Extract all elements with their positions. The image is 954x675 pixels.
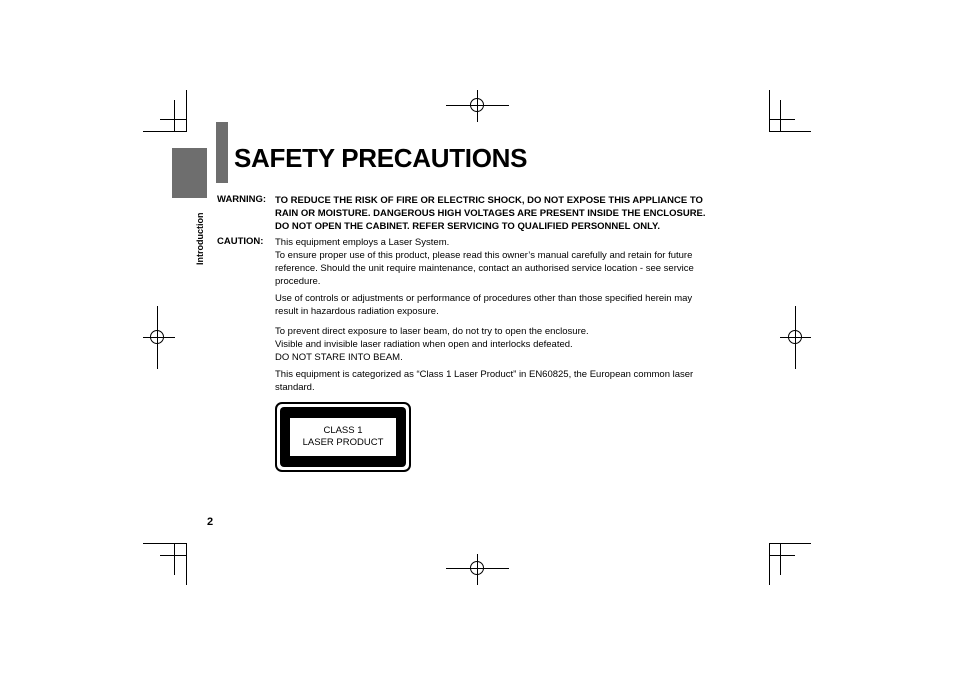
caution-line: result in hazardous radiation exposure. [275,306,439,317]
warning-line: RAIN OR MOISTURE. DANGEROUS HIGH VOLTAGES ARE PRESENT INSIDE THE ENCLOSURE. [275,208,706,219]
caution-line: To prevent direct exposure to laser beam, do not try to open the enclosure. [275,326,589,337]
warning-line: DO NOT OPEN THE CABINET. REFER SERVICING TO QUALIFIED PERSONNEL ONLY. [275,221,660,232]
caution-paragraph-2 [275,292,745,318]
caution-label: CAUTION: [217,236,264,247]
caution-paragraph-1 [275,236,745,288]
caution-line: This equipment is categorized as “Class 1 Laser Product” in EN60825, the European common laser [275,369,694,380]
caution-line: Visible and invisible laser radiation when open and interlocks defeated. [275,339,573,350]
section-tab-marker [172,148,207,198]
warning-text [275,194,745,233]
caution-line: standard. [275,382,315,393]
caution-line: reference. Should the unit require maintenance, contact an authorised service location - see service [275,263,694,274]
caution-line: Use of controls or adjustments or performance of procedures other than those specified herein may [275,293,693,304]
caution-paragraph-4 [275,368,745,394]
title-bar-accent [216,122,228,183]
warning-label: WARNING: [217,194,267,205]
page-title: SAFETY PRECAUTIONS [234,143,528,173]
section-label: Introduction [195,212,205,265]
warning-line: TO REDUCE THE RISK OF FIRE OR ELECTRIC SHOCK, DO NOT EXPOSE THIS APPLIANCE TO [275,195,703,206]
caution-line: DO NOT STARE INTO BEAM. [275,352,403,363]
laser-label-box [290,418,396,456]
caution-line: To ensure proper use of this product, please read this owner’s manual carefully and retain for future [275,250,693,261]
caution-line: This equipment employs a Laser System. [275,237,450,248]
laser-label-border [280,407,406,467]
caution-paragraph-3 [275,325,745,364]
laser-product-text: LASER PRODUCT [302,437,384,448]
laser-product-label [275,402,411,472]
laser-class-text: CLASS 1 [323,425,363,436]
caution-line: procedure. [275,276,321,287]
page-number: 2 [207,516,214,528]
